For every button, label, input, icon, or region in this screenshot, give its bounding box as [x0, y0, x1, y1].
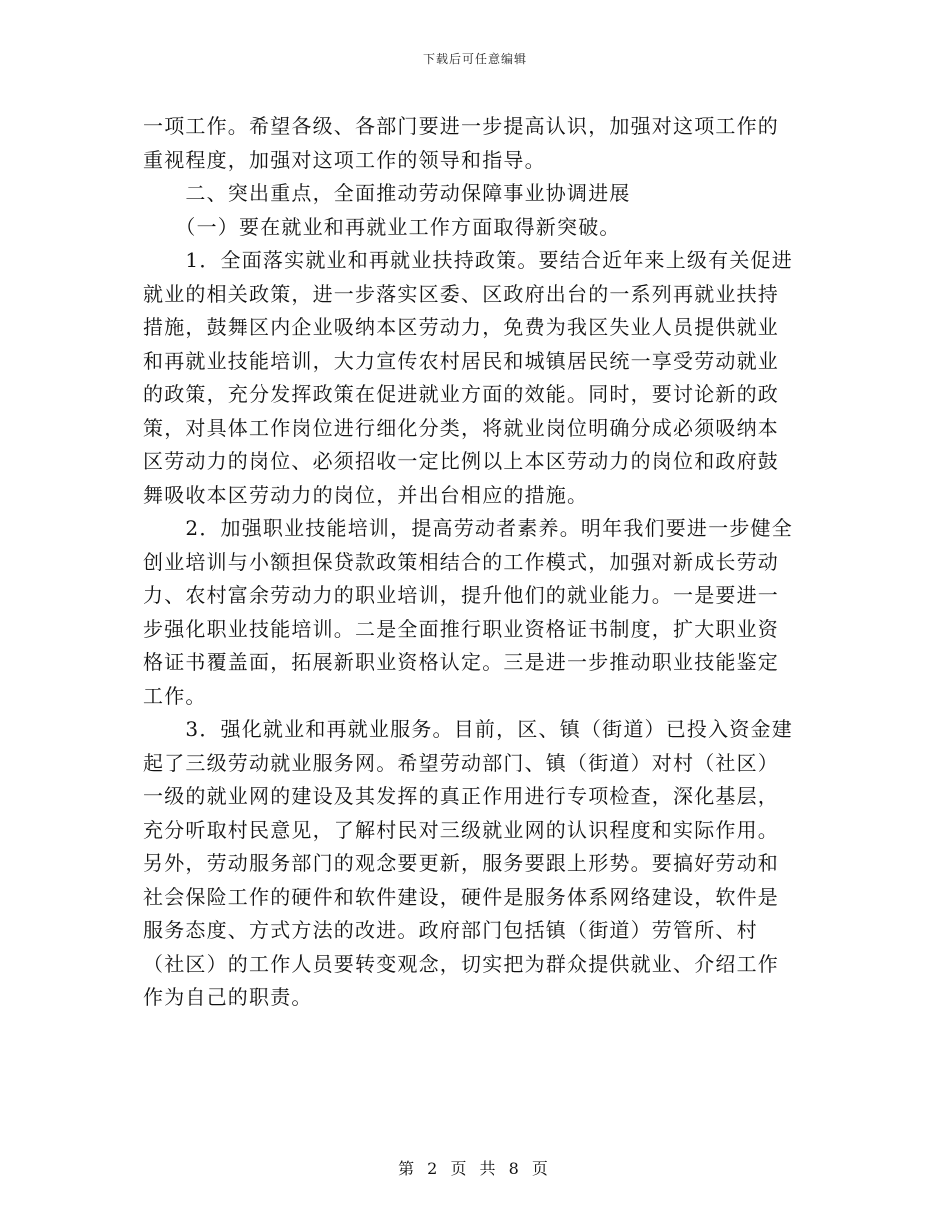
text-line: 作为自己的职责。: [143, 985, 313, 1009]
text-line: 起了三级劳动就业服务网。希望劳动部门、镇（街道）对村（社区）: [143, 750, 779, 775]
text-line: 创业培训与小额担保贷款政策相结合的工作模式，加强对新成长劳动: [143, 549, 779, 574]
text-line: 社会保险工作的硬件和软件建设，硬件是服务体系网络建设，软件是: [143, 884, 779, 909]
text-line: 充分听取村民意见，了解村民对三级就业网的认识程度和实际作用。: [143, 817, 779, 842]
text-line: 策，对具体工作岗位进行细化分类，将就业岗位明确分成必须吸纳本: [143, 415, 779, 440]
text-line: 的政策，充分发挥政策在促进就业方面的效能。同时，要讨论新的政: [143, 382, 779, 406]
subsection-heading: （一）要在就业和再就业工作方面取得新突破。: [143, 214, 621, 239]
text-line: 1．全面落实就业和再就业扶持政策。要结合近年来上级有关促进: [143, 248, 793, 272]
text-line: （社区）的工作人员要转变观念，切实把为群众提供就业、介绍工作: [143, 951, 779, 976]
text-line: 格证书覆盖面，拓展新职业资格认定。三是进一步推动职业技能鉴定: [143, 650, 779, 674]
section-heading: 二、突出重点，全面推动劳动保障事业协调进展: [143, 181, 631, 205]
text-line: 就业的相关政策，进一步落实区委、区政府出台的一系列再就业扶持: [143, 281, 779, 306]
text-line: 一项工作。希望各级、各部门要进一步提高认识，加强对这项工作的: [143, 114, 779, 138]
text-line: 2．加强职业技能培训，提高劳动者素养。明年我们要进一步健全: [143, 516, 793, 540]
text-line: 力、农村富余劳动力的职业培训，提升他们的就业能力。一是要进一: [143, 583, 779, 607]
text-line: 舞吸收本区劳动力的岗位，并出台相应的措施。: [143, 482, 589, 507]
text-line: 3．强化就业和再就业服务。目前，区、镇（街道）已投入资金建: [143, 717, 793, 741]
text-line: 一级的就业网的建设及其发挥的真正作用进行专项检查，深化基层，: [143, 784, 779, 808]
text-line: 服务态度、方式方法的改进。政府部门包括镇（街道）劳管所、村: [143, 918, 758, 942]
text-line: 重视程度，加强对这项工作的领导和指导。: [143, 147, 546, 172]
text-line: 措施，鼓舞区内企业吸纳本区劳动力，免费为我区失业人员提供就业: [143, 315, 779, 339]
text-line: 步强化职业技能培训。二是全面推行职业资格证书制度，扩大职业资: [143, 616, 779, 641]
text-line: 工作。: [143, 683, 207, 708]
text-line: 区劳动力的岗位、必须招收一定比例以上本区劳动力的岗位和政府鼓: [143, 449, 779, 473]
text-line: 和再就业技能培训，大力宣传农村居民和城镇居民统一享受劳动就业: [143, 348, 779, 373]
text-line: 另外，劳动服务部门的观念要更新，服务要跟上形势。要搞好劳动和: [143, 851, 779, 875]
document-body: [143, 110, 811, 1015]
page-header: 下载后可任意编辑: [422, 52, 527, 66]
page-number: 第 2 页 共 8 页: [398, 1159, 552, 1178]
